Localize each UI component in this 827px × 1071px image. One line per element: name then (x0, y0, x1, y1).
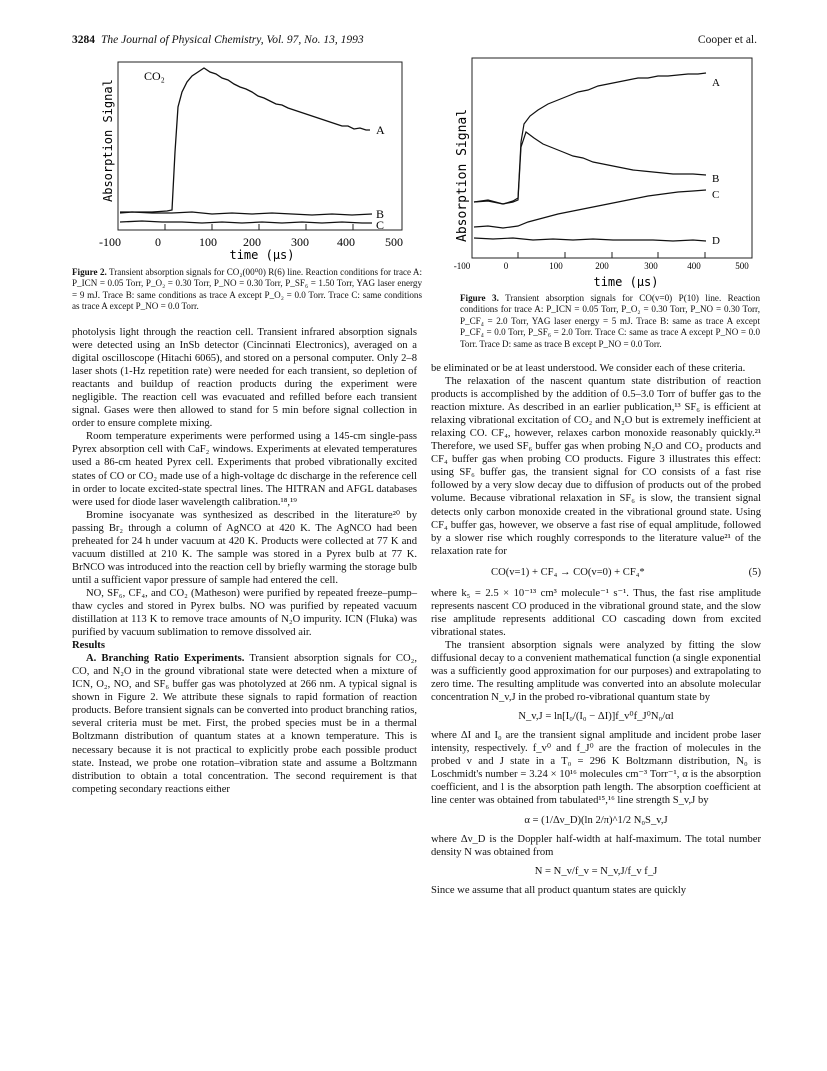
right-paragraph-3: where k₅ = 2.5 × 10⁻¹³ cm³ molecule⁻¹ s⁻¹. Thus, the fast rise amplitude represents nascent CO produced in the vibrational ground state, and the slow rise amplitude represents additional CO cascading down from excited vibrational states. (431, 587, 761, 638)
fig3-xtick-2: 100 (549, 261, 563, 271)
fig2-trace-c (120, 221, 372, 223)
equation-5 (431, 566, 761, 579)
figure-3 (448, 52, 758, 288)
right-paragraph-6: where Δν_D is the Doppler half-width at half-maximum. The total number density N was obtained from (431, 833, 761, 858)
fig3-xtick-5: 400 (687, 261, 701, 271)
right-paragraph-1: be eliminated or be at least understood. We consider each of these criteria. (431, 363, 746, 374)
left-paragraph-5-text: Transient absorption signals for CO₂, CO, and N₂O in the ground vibrational state were detected when a mixture of ICN, O₂, NO, and SF₆ buffer gas was photolyzed at 266 nm. A typical signal is shown in Figure 2. We attribute these signals to rapid formation of reaction products. Before transient signals can be converted into product branching ratios, several criteria must be met. First, the probed species must be in a thermal Boltzmann distribution of quantum states at a known temperature. This is necessary because it is not practical to explicitly probe each possible product state. Instead, we probe one rotation–vibration state and assume a Boltzmann distribution to obtain a total concentration. The second requirement is that competing secondary reactions either (72, 653, 417, 795)
fig2-xtick-4: 300 (291, 235, 309, 249)
equation-alpha: α = (1/Δν_D)(ln 2/π)^1/2 N₀S_v,J (524, 814, 668, 826)
fig3-xtick-1: 0 (503, 261, 509, 271)
fig2-label-c: C (376, 218, 385, 232)
section-heading-results: Results (72, 640, 105, 652)
fig3-label-b: B (712, 173, 720, 185)
page-header (72, 34, 757, 50)
fig3-caption-text: Transient absorption signals for CO(v=0) P(10) line. Reaction conditions for trace A: P_ICN = 0.05 Torr, P_O₂ = 0.30 Torr, P_NO = 0.30 Torr, P_CF₄ = 2.0 Torr, YAG laser energy = 5 mJ. Trace B: same as trace A except P_CF₄ = 0.0 Torr, P_SF₆ = 2.0 Torr. Trace C: same as trace A except P_NO = 0.0 Torr. Trace D: same as trace B except P_NO = 0.0 Torr. (460, 293, 760, 349)
fig3-xlabel: time (μs) (593, 275, 659, 288)
figure-3-caption (460, 293, 760, 350)
left-column (72, 326, 417, 796)
equation-5-number: (5) (748, 566, 761, 578)
fig2-species-label: CO₂ (144, 69, 165, 83)
right-column (431, 362, 761, 897)
fig2-xlabel: time (μs) (229, 248, 295, 262)
equation-concentration: N_v,J = ln[I₀/(I₀ − ΔI)]f_v⁰f_J⁰N₀/αl (518, 711, 674, 723)
fig2-xtick-3: 200 (243, 235, 261, 249)
fig3-ylabel: Absorption Signal (455, 108, 470, 242)
subsection-heading: A. Branching Ratio Experiments. (86, 653, 245, 665)
fig2-caption-text: Transient absorption signals for CO₂(00⁰0) R(6) line. Reaction conditions for trace A: P_ICN = 0.05 Torr, P_O₂ = 0.30 Torr, P_NO = 0.30 Torr, P_SF₆ = 1.50 Torr, YAG laser energy = 9 mJ. Trace B: same conditions as trace A except P_O₂ = 0.0 Torr. Trace C: same conditions as trace A except P_NO = 0.0 Torr. (72, 267, 423, 312)
fig2-ylabel: Absorption Signal (101, 79, 115, 202)
equation-5-body: CO(v=1) + CF₄ → CO(v=0) + CF₄* (491, 566, 645, 578)
left-paragraph-5 (72, 652, 417, 796)
fig3-xtick-4: 300 (644, 261, 658, 271)
fig3-xtick-6: 500 (735, 261, 749, 271)
left-paragraph-4: NO, SF₆, CF₄, and CO₂ (Matheson) were purified by repeated freeze–pump–thaw cycles and stored in Pyrex bulbs. NO was purified by repeated vacuum distillation at 113 K to remove trace amounts of N₂O impurity. ICN (Fluka) was purified by vacuum sublimation to remove dissolved air. (72, 587, 417, 639)
fig3-label-c: C (712, 189, 720, 201)
fig3-xtick-3: 200 (595, 261, 609, 271)
fig3-label-a: A (712, 77, 720, 89)
equation-total-density: N = N_v/f_v = N_v,J/f_v f_J (534, 865, 658, 877)
figure-2-plot (72, 52, 422, 262)
fig3-trace-a (474, 73, 706, 204)
right-paragraph-4: The transient absorption signals were analyzed by fitting the slow diffusional decay to a convenient mathematical function (a single exponential was a sufficiently good approximation for our purposes) and extrapolating to zero time. The resulting amplitude was converted into an absolute molecular concentration N_v,J in the probed ro-vibrational quantum state by (431, 639, 761, 704)
fig3-label-d: D (712, 235, 720, 247)
journal-title: The Journal of Physical Chemistry, Vol. 97, No. 13, 1993 (101, 34, 364, 46)
fig2-xtick-0: -100 (99, 235, 121, 249)
fig2-xtick-6: 500 (385, 235, 403, 249)
header-left (72, 34, 364, 46)
fig3-trace-c (474, 190, 706, 228)
fig3-xtick-0: -100 (453, 261, 471, 271)
left-paragraph-1: photolysis light through the reaction cell. Transient infrared absorption signals were detected using an InSb detector (Cincinnati Electronics), averaged on a digital oscilloscope (Hitachi 6065), and stored on a personal computer. Only 2–8 laser shots (1-Hz repetition rate) were needed for each transient, so depletion of reactants and buildup of reaction products during the experiment were negligible. The reaction cell was evacuated and refilled before each transient signal. Gases were then allowed to stand for 5 min before signal collection in order to ensure complete mixing. (72, 327, 417, 430)
figure-3-plot (448, 52, 758, 288)
figure-2-caption (72, 267, 422, 313)
fig2-xtick-1: 0 (155, 235, 161, 249)
page-number: 3284 (72, 34, 95, 46)
figure-2 (72, 52, 422, 262)
fig2-label-b: B (376, 207, 385, 221)
left-paragraph-2: Room temperature experiments were performed using a 145-cm single-pass Pyrex absorption cell with CaF₂ windows. Experiments at elevated temperatures used a 86-cm heated Pyrex cell. Experiments that probed vibrationally excited states of CO or CO₂ made use of a high-voltage dc discharge in the reference cell in order to locate excited-state spectral lines. The HITRAN and AFGL databases were used for diode laser wavelength calibration.¹⁸,¹⁹ (72, 431, 417, 508)
right-paragraph-5: where ΔI and I₀ are the transient signal amplitude and incident probe laser intensity, respectively. f_v⁰ and f_J⁰ are the fraction of molecules in the probed v and J state in a T₀ = 296 K Boltzmann distribution, N₀ is Loschmidt's number = 3.24 × 10¹⁶ molecules cm⁻³ Torr⁻¹, α is the absorption coefficient, and l is the absorption path length. The absorption coefficient at line center was obtained from tabulated¹⁵,¹⁶ line strength S_v,J by (431, 730, 761, 807)
fig2-trace-b (120, 212, 372, 215)
fig3-caption-label: Figure 3. (460, 293, 499, 303)
fig2-trace-a (120, 68, 370, 212)
fig2-xtick-2: 100 (199, 235, 217, 249)
right-paragraph-7: Since we assume that all product quantum states are quickly (431, 884, 687, 896)
left-paragraph-3: Bromine isocyanate was synthesized as described in the literature²⁰ by passing Br₂ through a column of AgNCO at 420 K. The AgNCO had been preheated for 24 h under vacuum at 420 K. Products were collected at 77 K and vacuum distilled at 210 K. The sample was stored in a Pyrex bulb at 77 K. BrNCO was introduced into the reaction cell by briefly warming the storage bulb until a sufficient vapor pressure of sample had entered the cell. (72, 509, 417, 586)
fig2-xtick-5: 400 (337, 235, 355, 249)
running-author: Cooper et al. (697, 34, 757, 46)
fig2-label-a: A (376, 123, 385, 137)
fig2-caption-label: Figure 2. (72, 267, 107, 277)
fig3-trace-d (474, 238, 706, 241)
right-paragraph-2: The relaxation of the nascent quantum state distribution of reaction products is accomplished by the addition of 0.5–3.0 Torr of buffer gas to the reaction mixture. As described in an earlier publication,¹³ SF₆ is efficient at relaxing vibrational excitation of CO₂ and N₂O but is extremely inefficient at relaxing CO. CF₄, however, relaxes carbon monoxide reasonably quickly.²¹ Therefore, we used SF₆ buffer gas when probing N₂O and CO₂ products and CF₄ buffer gas when probing CO products. Figure 3 illustrates this effect: using SF₆ buffer gas, the transient signal for CO consists of a fast rise followed by a very slow decay due to diffusion of products out of the probed volume. Because vibrational relaxation in SF₆ is slow, the transient signal detects only carbon monoxide created in the vibrational ground state. Using CF₄ buffer gas, however, we observe a fast rise of equal amplitude, followed by a slower rise which roughly corresponds to the literature value²¹ of the relaxation rate for (431, 376, 761, 557)
